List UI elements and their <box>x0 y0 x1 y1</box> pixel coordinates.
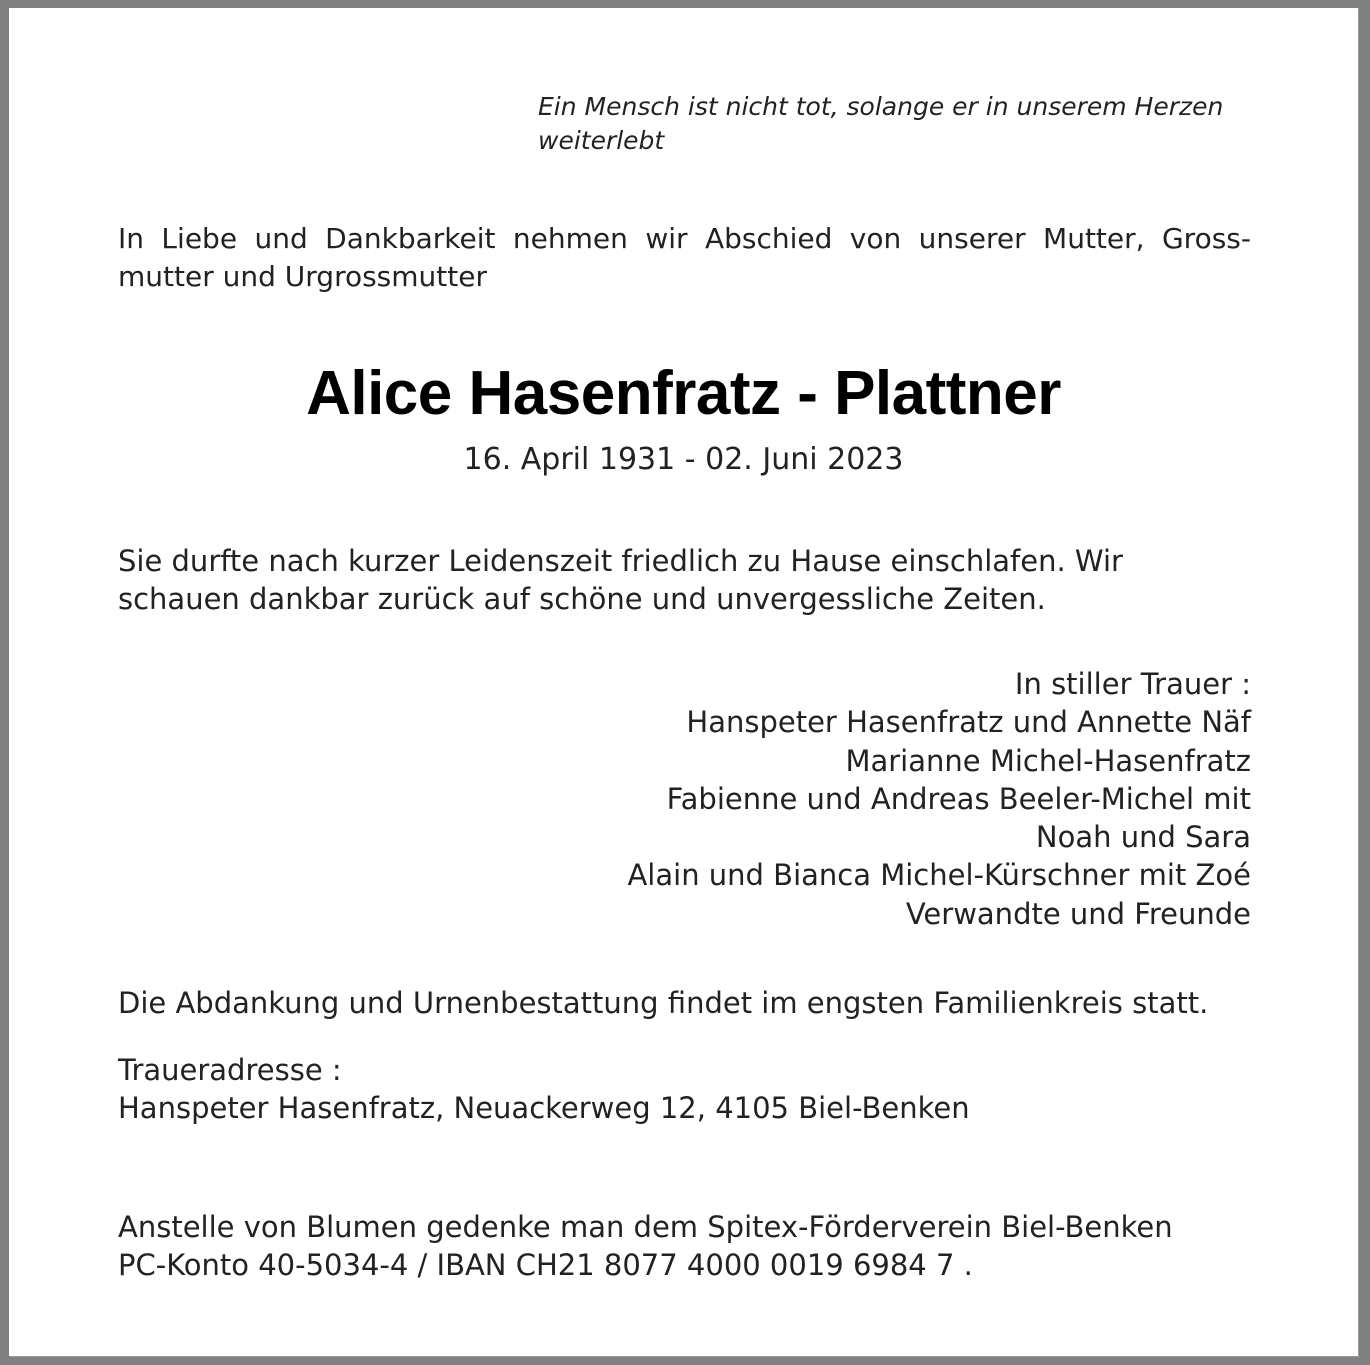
address-value: Hanspeter Hasenfratz, Neuackerweg 12, 4105 Biel-Benken <box>118 1091 970 1125</box>
intro-line: mutter und Urgrossmutter <box>118 260 487 293</box>
mourner-line: Hanspeter Hasenfratz und Annette Näf <box>686 705 1251 740</box>
mourning-address <box>118 1051 1251 1127</box>
mourner-line: Marianne Michel-Hasenfratz <box>845 743 1251 778</box>
address-label: Traueradresse : <box>118 1053 342 1087</box>
mourner-line: Noah und Sara <box>1035 820 1251 855</box>
motto-line: weiterlebt <box>538 126 665 155</box>
passing-line: Sie durfte nach kurzer Leidenszeit friedlich zu Hause einschlafen. Wir <box>118 544 1123 578</box>
funeral-line: Die Abdankung und Urnenbestattung findet im engsten Familienkreis statt. <box>118 986 1209 1020</box>
motto-quote <box>538 90 1238 158</box>
intro-text <box>118 220 1251 296</box>
obituary-page <box>9 8 1358 1356</box>
donation-line: Anstelle von Blumen gedenke man dem Spitex-Förderverein Biel-Benken <box>118 1210 1173 1244</box>
mourner-line: Verwandte und Freunde <box>905 896 1251 931</box>
mourner-line: Alain und Bianca Michel-Kürschner mit Zoé <box>627 858 1251 893</box>
mourner-line: Fabienne und Andreas Beeler-Michel mit <box>666 781 1251 816</box>
life-dates: 16. April 1931 - 02. Juni 2023 <box>463 442 904 477</box>
donation-notice <box>118 1208 1251 1284</box>
funeral-notice <box>118 984 1251 1022</box>
mourners-list <box>451 665 1251 933</box>
donation-account: PC-Konto 40-5034-4 / IBAN CH21 8077 4000 0019 6984 7 . <box>118 1248 973 1282</box>
mourners-heading: In stiller Trauer : <box>1014 667 1251 701</box>
motto-line: Ein Mensch ist nicht tot, solange er in unserem Herzen <box>538 92 1224 121</box>
passing-text <box>118 542 1251 618</box>
intro-line: In Liebe und Dankbarkeit nehmen wir Abschied von unserer Mutter, Gross- <box>118 222 1251 255</box>
passing-line: schauen dankbar zurück auf schöne und unvergessliche Zeiten. <box>118 582 1046 616</box>
deceased-name: Alice Hasenfratz - Plattner <box>306 359 1061 428</box>
